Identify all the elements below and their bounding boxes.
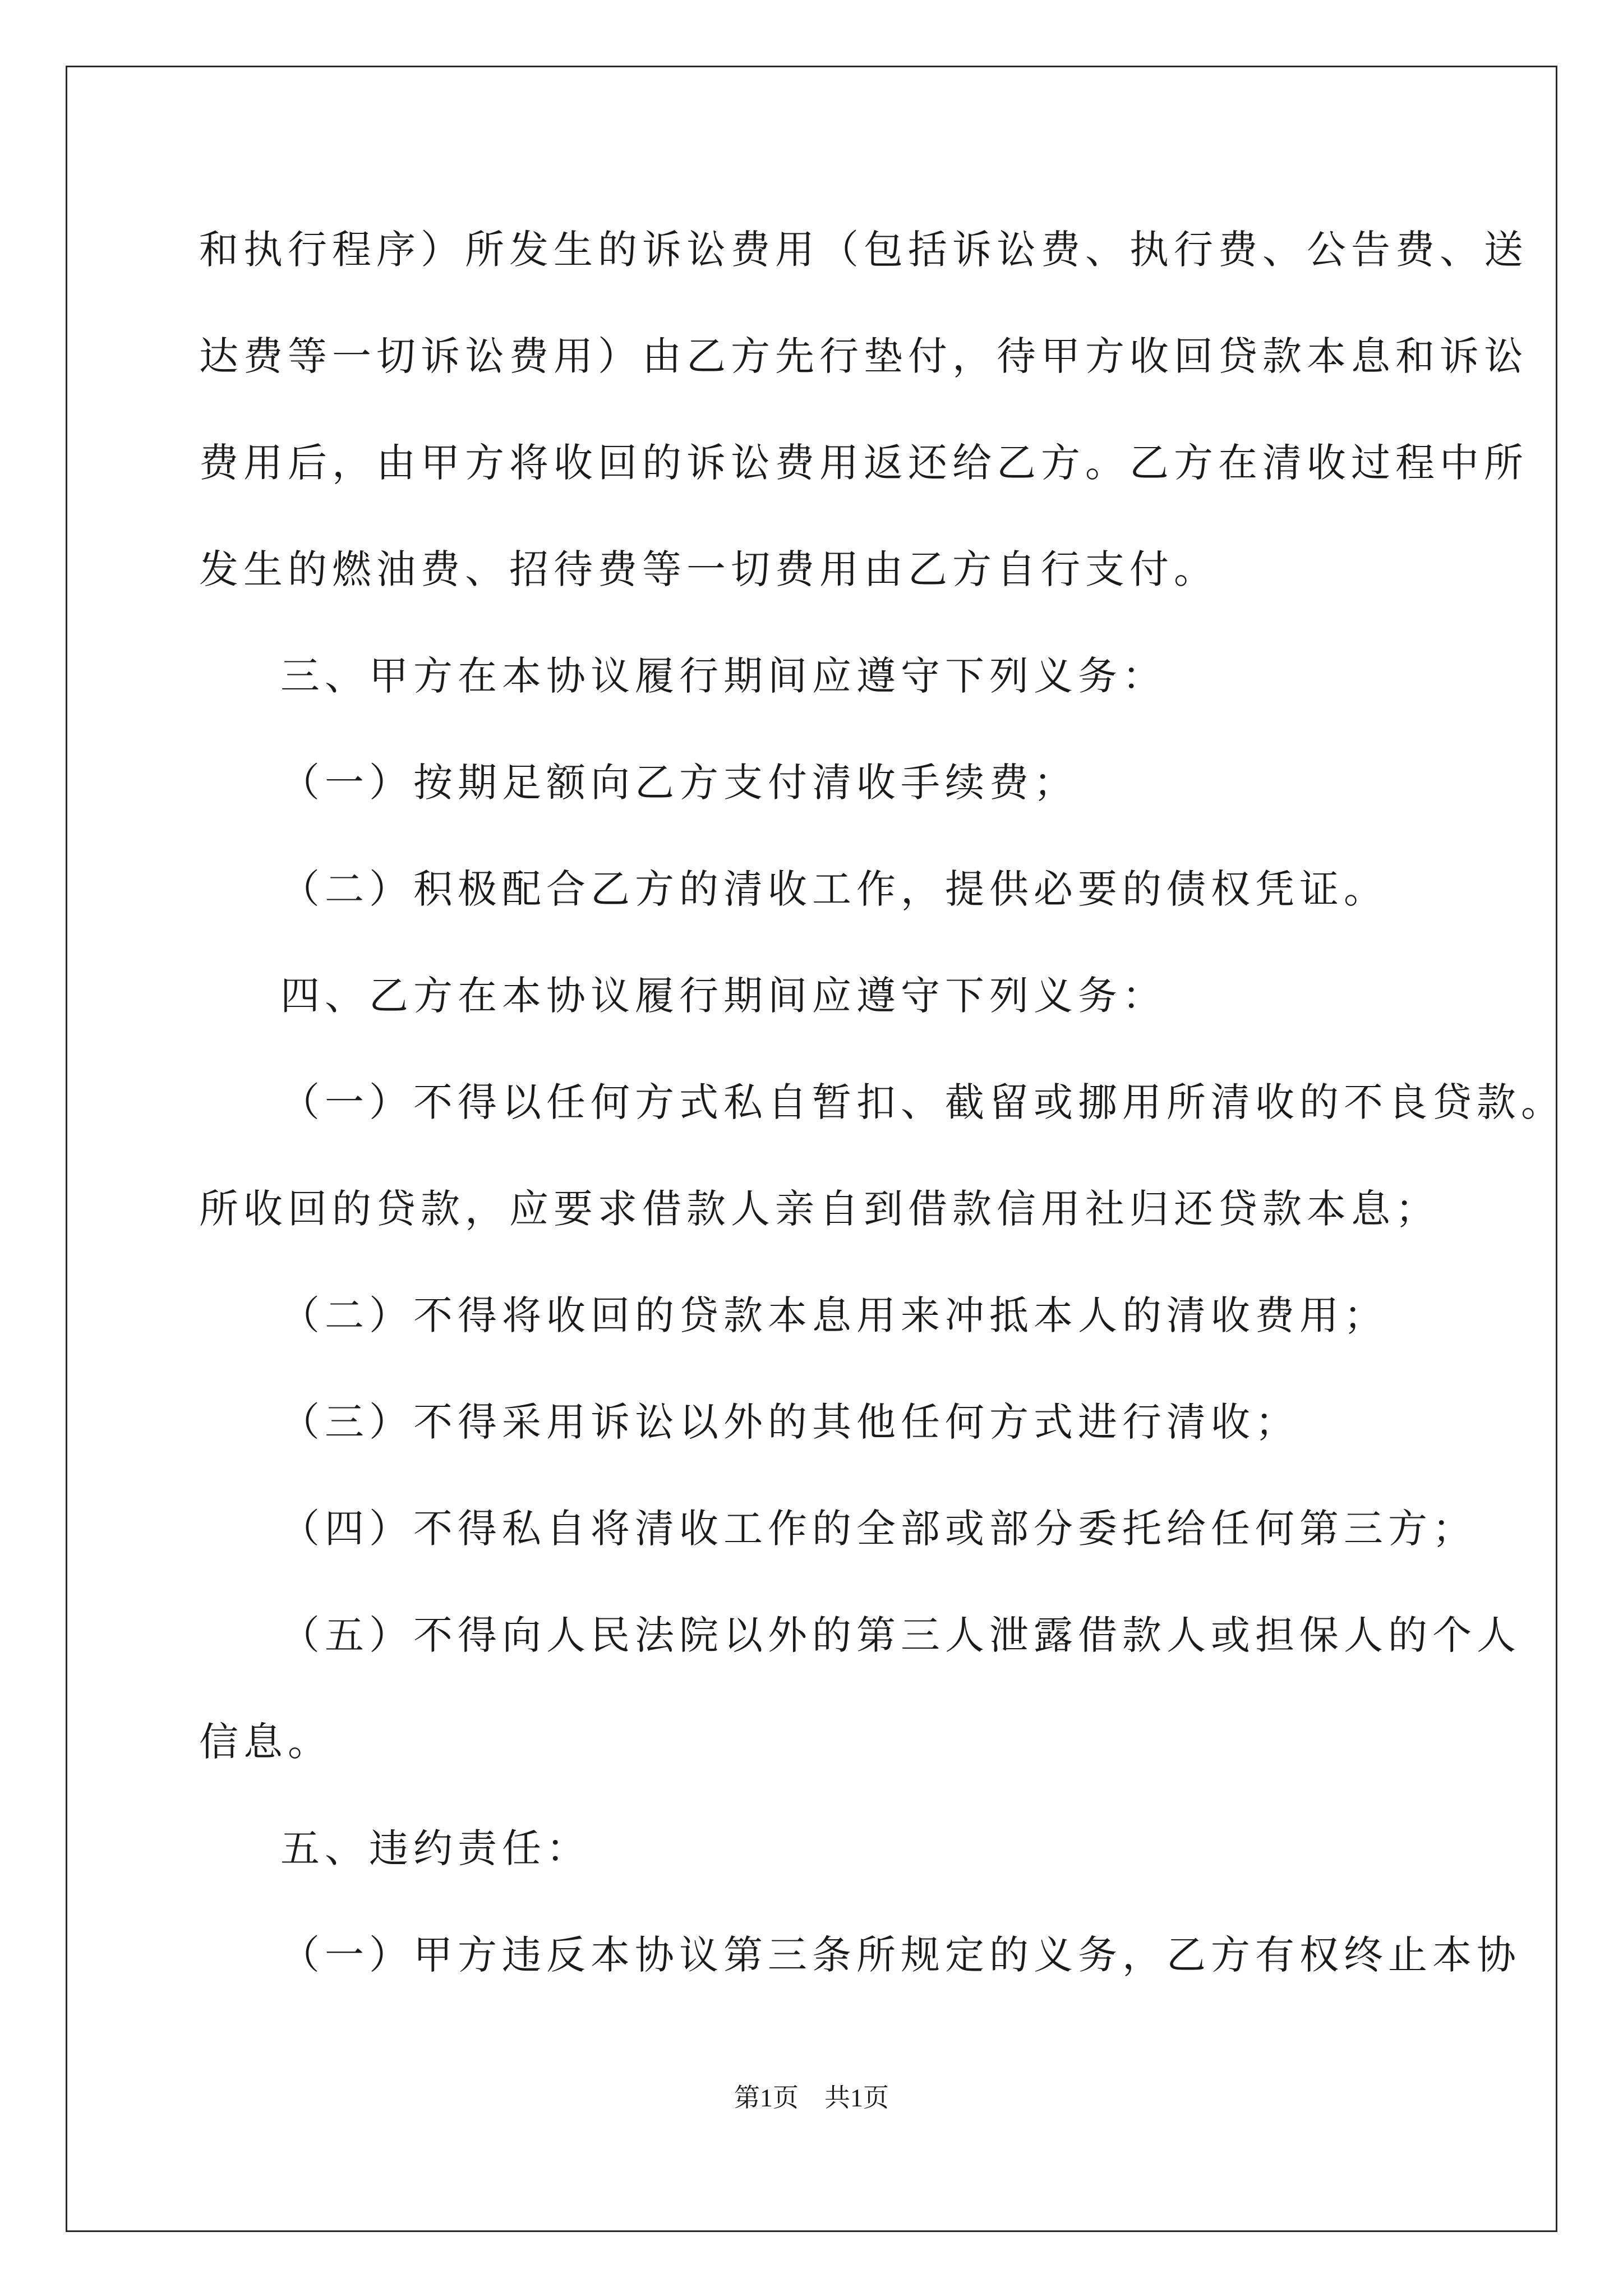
page-number-footer: 第1页 共1页 (734, 2083, 889, 2112)
list-item: （一）按期足额向乙方支付清收手续费； (280, 760, 1078, 806)
list-item: （五）不得向人民法院以外的第三人泄露借款人或担保人的个人 (280, 1612, 1521, 1658)
list-item: （一）不得以任何方式私自暂扣、截留或挪用所清收的不良贷款。 (280, 1079, 1565, 1125)
text-line: 和执行程序）所发生的诉讼费用（包括诉讼费、执行费、公告费、送 (199, 227, 1528, 273)
text-line: 发生的燃油费、招待费等一切费用由乙方自行支付。 (199, 546, 1218, 592)
list-item: （二）不得将收回的贷款本息用来冲抵本人的清收费用； (280, 1292, 1388, 1338)
text-line: 所收回的贷款，应要求借款人亲自到借款信用社归还贷款本息； (199, 1186, 1440, 1232)
text-line: 达费等一切诉讼费用）由乙方先行垫付，待甲方收回贷款本息和诉讼 (199, 333, 1528, 379)
text-line: 费用后，由甲方将收回的诉讼费用返还给乙方。乙方在清收过程中所 (199, 440, 1528, 486)
section-heading: 五、违约责任： (280, 1825, 591, 1871)
list-item: （三）不得采用诉讼以外的其他任何方式进行清收； (280, 1399, 1299, 1445)
list-item: （一）甲方违反本协议第三条所规定的义务，乙方有权终止本协 (280, 1932, 1521, 1978)
list-item: （二）积极配合乙方的清收工作，提供必要的债权凭证。 (280, 866, 1388, 912)
text-line: 信息。 (199, 1719, 332, 1765)
list-item: （四）不得私自将清收工作的全部或部分委托给任何第三方； (280, 1506, 1477, 1552)
page-border (66, 66, 1557, 2232)
section-heading: 三、甲方在本协议履行期间应遵守下列义务： (280, 653, 1166, 699)
section-heading: 四、乙方在本协议履行期间应遵守下列义务： (280, 973, 1166, 1019)
